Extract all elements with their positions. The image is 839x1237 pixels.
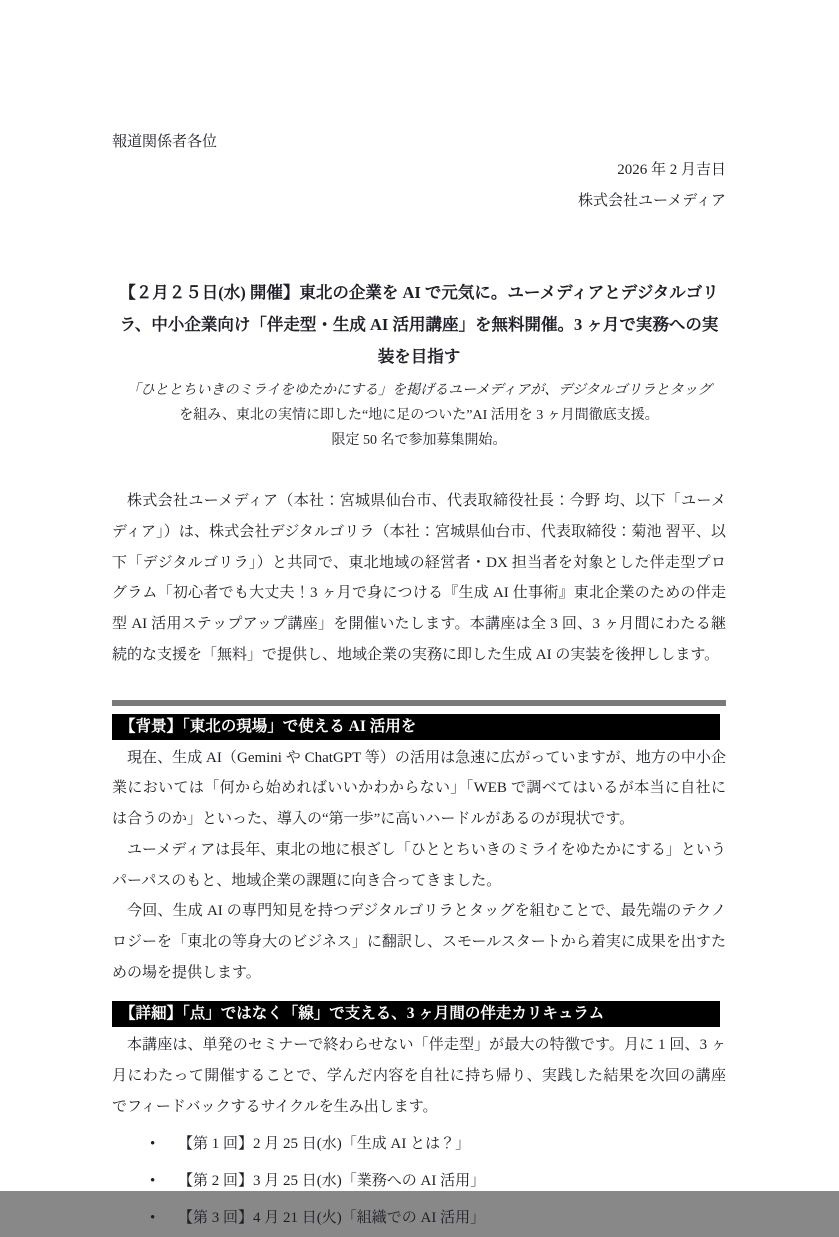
lead-paragraph: 株式会社ユーメディア（本社：宮城県仙台市、代表取締役社長：今野 均、以下「ユーメディア」）は、株式会社デジタルゴリラ（本社：宮城県仙台市、代表取締役：菊池 習平、以下「デジタルゴリラ」）と共同で、東北地域の経営者・DX 担当者を対象とした伴走型プログラム「初心者でも大丈夫！3 ヶ月で身につける『生成 AI 仕事術』東北企業のための伴走型 AI 活用ステップアップ講座」を開催いたします。本講座は全 3 回、3 ヶ月間にわたる継続的な支援を「無料」で提供し、地域企業の実務に即した生成 AI の実装を後押しします。	[112, 493, 726, 663]
subtitle-line-3: 限定 50 名で参加募集開始。	[331, 433, 507, 448]
press-subtitle	[112, 378, 726, 453]
section-background-body	[112, 743, 726, 989]
section-divider	[112, 700, 726, 706]
press-title: 【２月２５日(水) 開催】東北の企業を AI で元気に。ユーメディアとデジタルゴリラ、中小企業向け「伴走型・生成 AI 活用講座」を無料開催。3 ヶ月で実務への実装を目指す	[119, 283, 719, 366]
list-item-session-1: • 【第 1 回】2 月 25 日(水)「生成 AI とは？」	[112, 1126, 726, 1163]
list-item-session-2: • 【第 2 回】3 月 25 日(水)「業務への AI 活用」	[112, 1163, 726, 1200]
date-line: 2026 年 2 月吉日	[617, 162, 726, 178]
recipient-line: 報道関係者各位	[112, 134, 218, 150]
section-heading-background: 【背景】「東北の現場」で使える AI 活用を	[112, 714, 720, 740]
subtitle-line-2: を組み、東北の実情に即した“地に足のついた”AI 活用を 3 ヶ月間徹底支援。	[179, 408, 659, 423]
session-bullet-list	[112, 1126, 726, 1237]
page-content	[112, 0, 726, 1237]
section-details-body	[112, 1030, 726, 1236]
paragraph: 今回、生成 AI の専門知見を持つデジタルゴリラとタッグを組むことで、最先端のテクノロジーを「東北の等身大のビジネス」に翻訳し、スモールスタートから着実に成果を出すための場を提供します。	[112, 903, 726, 981]
paragraph: ユーメディアは長年、東北の地に根ざし「ひととちいきのミライをゆたかにする」というパーパスのもと、地域企業の課題に向き合ってきました。	[112, 841, 726, 889]
list-item-session-3: • 【第 3 回】4 月 21 日(火)「組織での AI 活用」	[112, 1200, 726, 1237]
company-line: 株式会社ユーメディア	[577, 193, 726, 209]
paragraph: 本講座は、単発のセミナーで終わらせない「伴走型」が最大の特徴です。月に 1 回、3 ヶ月にわたって開催することで、学んだ内容を自社に持ち帰り、実践した結果を次回の講座でフィードバックするサイクルを生み出します。	[112, 1037, 726, 1115]
paragraph: 現在、生成 AI（Gemini や ChatGPT 等）の活用は急速に広がっていますが、地方の中小企業においては「何から始めればいいかわからない」「WEB で調べてはいるが本当に自社には合うのか」といった、導入の“第一歩”に高いハードルがあるのが現状です。	[112, 749, 726, 828]
doc-meta-block	[112, 155, 726, 217]
section-heading-details: 【詳細】「点」ではなく「線」で支える、3 ヶ月間の伴走カリキュラム	[112, 1001, 720, 1027]
subtitle-line-1: 「ひととちいきのミライをゆたかにする」を掲げるユーメディアが、デジタルゴリラとタッグ	[126, 383, 712, 398]
